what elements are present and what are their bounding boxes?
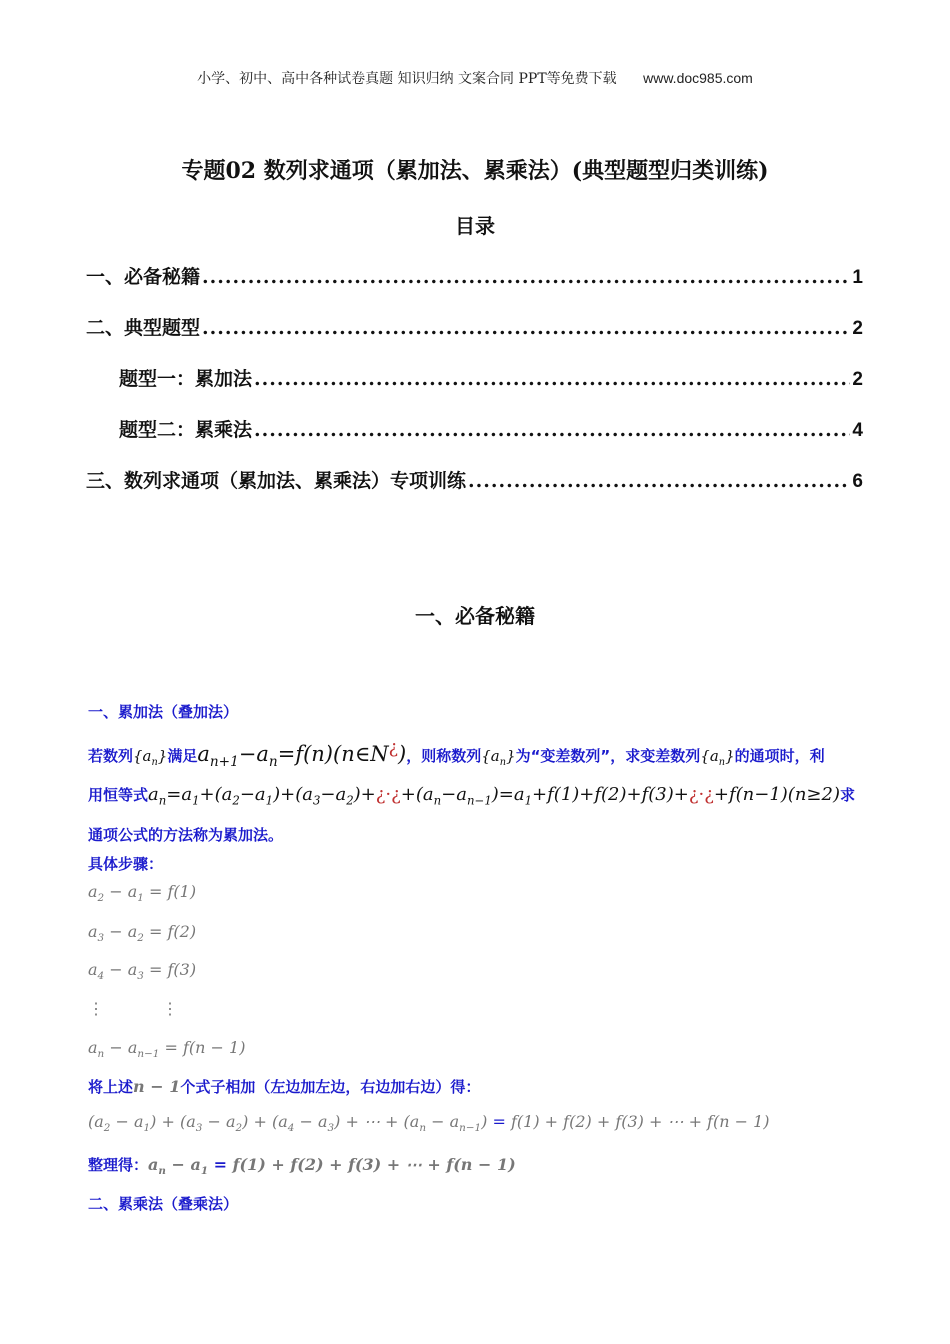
step-equation-n: $a_n - a_{n-1} = f(n - 1)$ bbox=[88, 1038, 246, 1061]
toc-item-page: 2 bbox=[852, 318, 863, 339]
toc-heading: 目录 bbox=[455, 214, 495, 238]
header-text: 小学、初中、高中各种试卷真题 知识归纳 文案合同 PPT等免费下载 bbox=[197, 71, 617, 87]
steps-label: 具体步骤： bbox=[88, 855, 164, 873]
header-url[interactable]: www.doc985.com bbox=[643, 70, 753, 86]
toc-item-label: 二、典型题型 bbox=[86, 317, 201, 339]
formula-sequence-an: $\{a_n\}$ bbox=[700, 747, 735, 768]
step-ellipsis: ⋮ ⋮ bbox=[88, 999, 178, 1018]
subsection-title-accumulate-multiply: 二、累乘法（叠乘法） bbox=[88, 1195, 239, 1213]
formula-sequence-an: $\{a_n\}$ bbox=[481, 747, 516, 768]
toc-item[interactable] bbox=[86, 313, 863, 340]
page-header bbox=[0, 68, 950, 88]
combine-line: 将上述n − 1个式子相加（左边加左边，右边加右边）得： bbox=[88, 1077, 481, 1096]
formula-recurrence: $a_{n+1}-a_n=f(n)(n\in N^¿)$ bbox=[197, 738, 407, 771]
toc-item-label: 一、必备秘籍 bbox=[86, 266, 201, 288]
section-heading: 一、必备秘籍 bbox=[415, 604, 535, 628]
step-equation-1: $a_2 - a_1 = f(1)$ bbox=[88, 882, 197, 905]
toc-leader-dots bbox=[202, 317, 850, 339]
toc-item[interactable] bbox=[86, 262, 863, 289]
toc-item[interactable] bbox=[119, 415, 863, 442]
document-title: 专题02 数列求通项（累加法、累乘法）(典型题型归类训练) bbox=[181, 158, 769, 184]
toc-item-page: 1 bbox=[852, 267, 863, 288]
formula-n-minus-1: n − 1 bbox=[133, 1077, 181, 1096]
toc-item-page: 2 bbox=[852, 369, 863, 390]
step-equation-2: $a_3 - a_2 = f(2)$ bbox=[88, 922, 197, 945]
toc-item-label: 三、数列求通项（累加法、累乘法）专项训练 bbox=[86, 470, 467, 492]
definition-line-3: 通项公式的方法称为累加法。 bbox=[88, 826, 284, 844]
result-equation: $a_n - a_1 = f(1) + f(2) + f(3)$ + ⋯ + f(n − 1) bbox=[148, 1155, 516, 1178]
toc-item-label: 题型一：累加法 bbox=[119, 368, 253, 390]
toc-item[interactable] bbox=[119, 364, 863, 391]
toc-leader-dots bbox=[254, 368, 850, 390]
subsection-title-accumulate-add: 一、累加法（叠加法） bbox=[88, 703, 239, 721]
step-equation-3: $a_4 - a_3 = f(3)$ bbox=[88, 960, 197, 983]
result-line: 整理得：$a_n - a_1 = f(1) + f(2) + f(3)$ + ⋯ + f(n − 1) bbox=[88, 1155, 516, 1178]
toc-item-label: 题型二：累乘法 bbox=[119, 419, 253, 441]
toc-item-page: 6 bbox=[852, 471, 863, 492]
toc-leader-dots bbox=[254, 419, 850, 441]
toc-item[interactable] bbox=[86, 466, 863, 493]
definition-line-1: 若数列$\{a_n\}$满足$a_{n+1}-a_n=f(n)(n\in N^¿)$，则称数列$\{a_n\}$为“变差数列”，求变差数列$\{a_n\}$的通项时，利 bbox=[88, 738, 825, 771]
formula-sequence-an: $\{a_n\}$ bbox=[133, 747, 168, 768]
sum-equation: $(a_2 - a_1) + (a_3 - a_2) + (a_4 - a_3)$ + ⋯ + $(a_n - a_{n-1}) = f(1) + f(2) + f(3)$ + ⋯ + f(n − 1) bbox=[88, 1112, 770, 1135]
toc-item-page: 4 bbox=[852, 420, 863, 441]
toc-leader-dots bbox=[468, 470, 850, 492]
formula-identity: $a_n=a_1+(a_2-a_1)+(a_3-a_2)+¿\cdot¿+(a_n-a_{n-1})=a_1+f(1)+f(2)+f(3)+¿\cdot¿+f(n-1)(n\ge 2)$ bbox=[148, 784, 840, 808]
toc-leader-dots bbox=[202, 266, 850, 288]
definition-line-2: 用恒等式$a_n=a_1+(a_2-a_1)+(a_3-a_2)+¿\cdot¿+(a_n-a_{n-1})=a_1+f(1)+f(2)+f(3)+¿\cdot¿+f(n-1)(n\ge 2)$求 bbox=[88, 784, 855, 808]
